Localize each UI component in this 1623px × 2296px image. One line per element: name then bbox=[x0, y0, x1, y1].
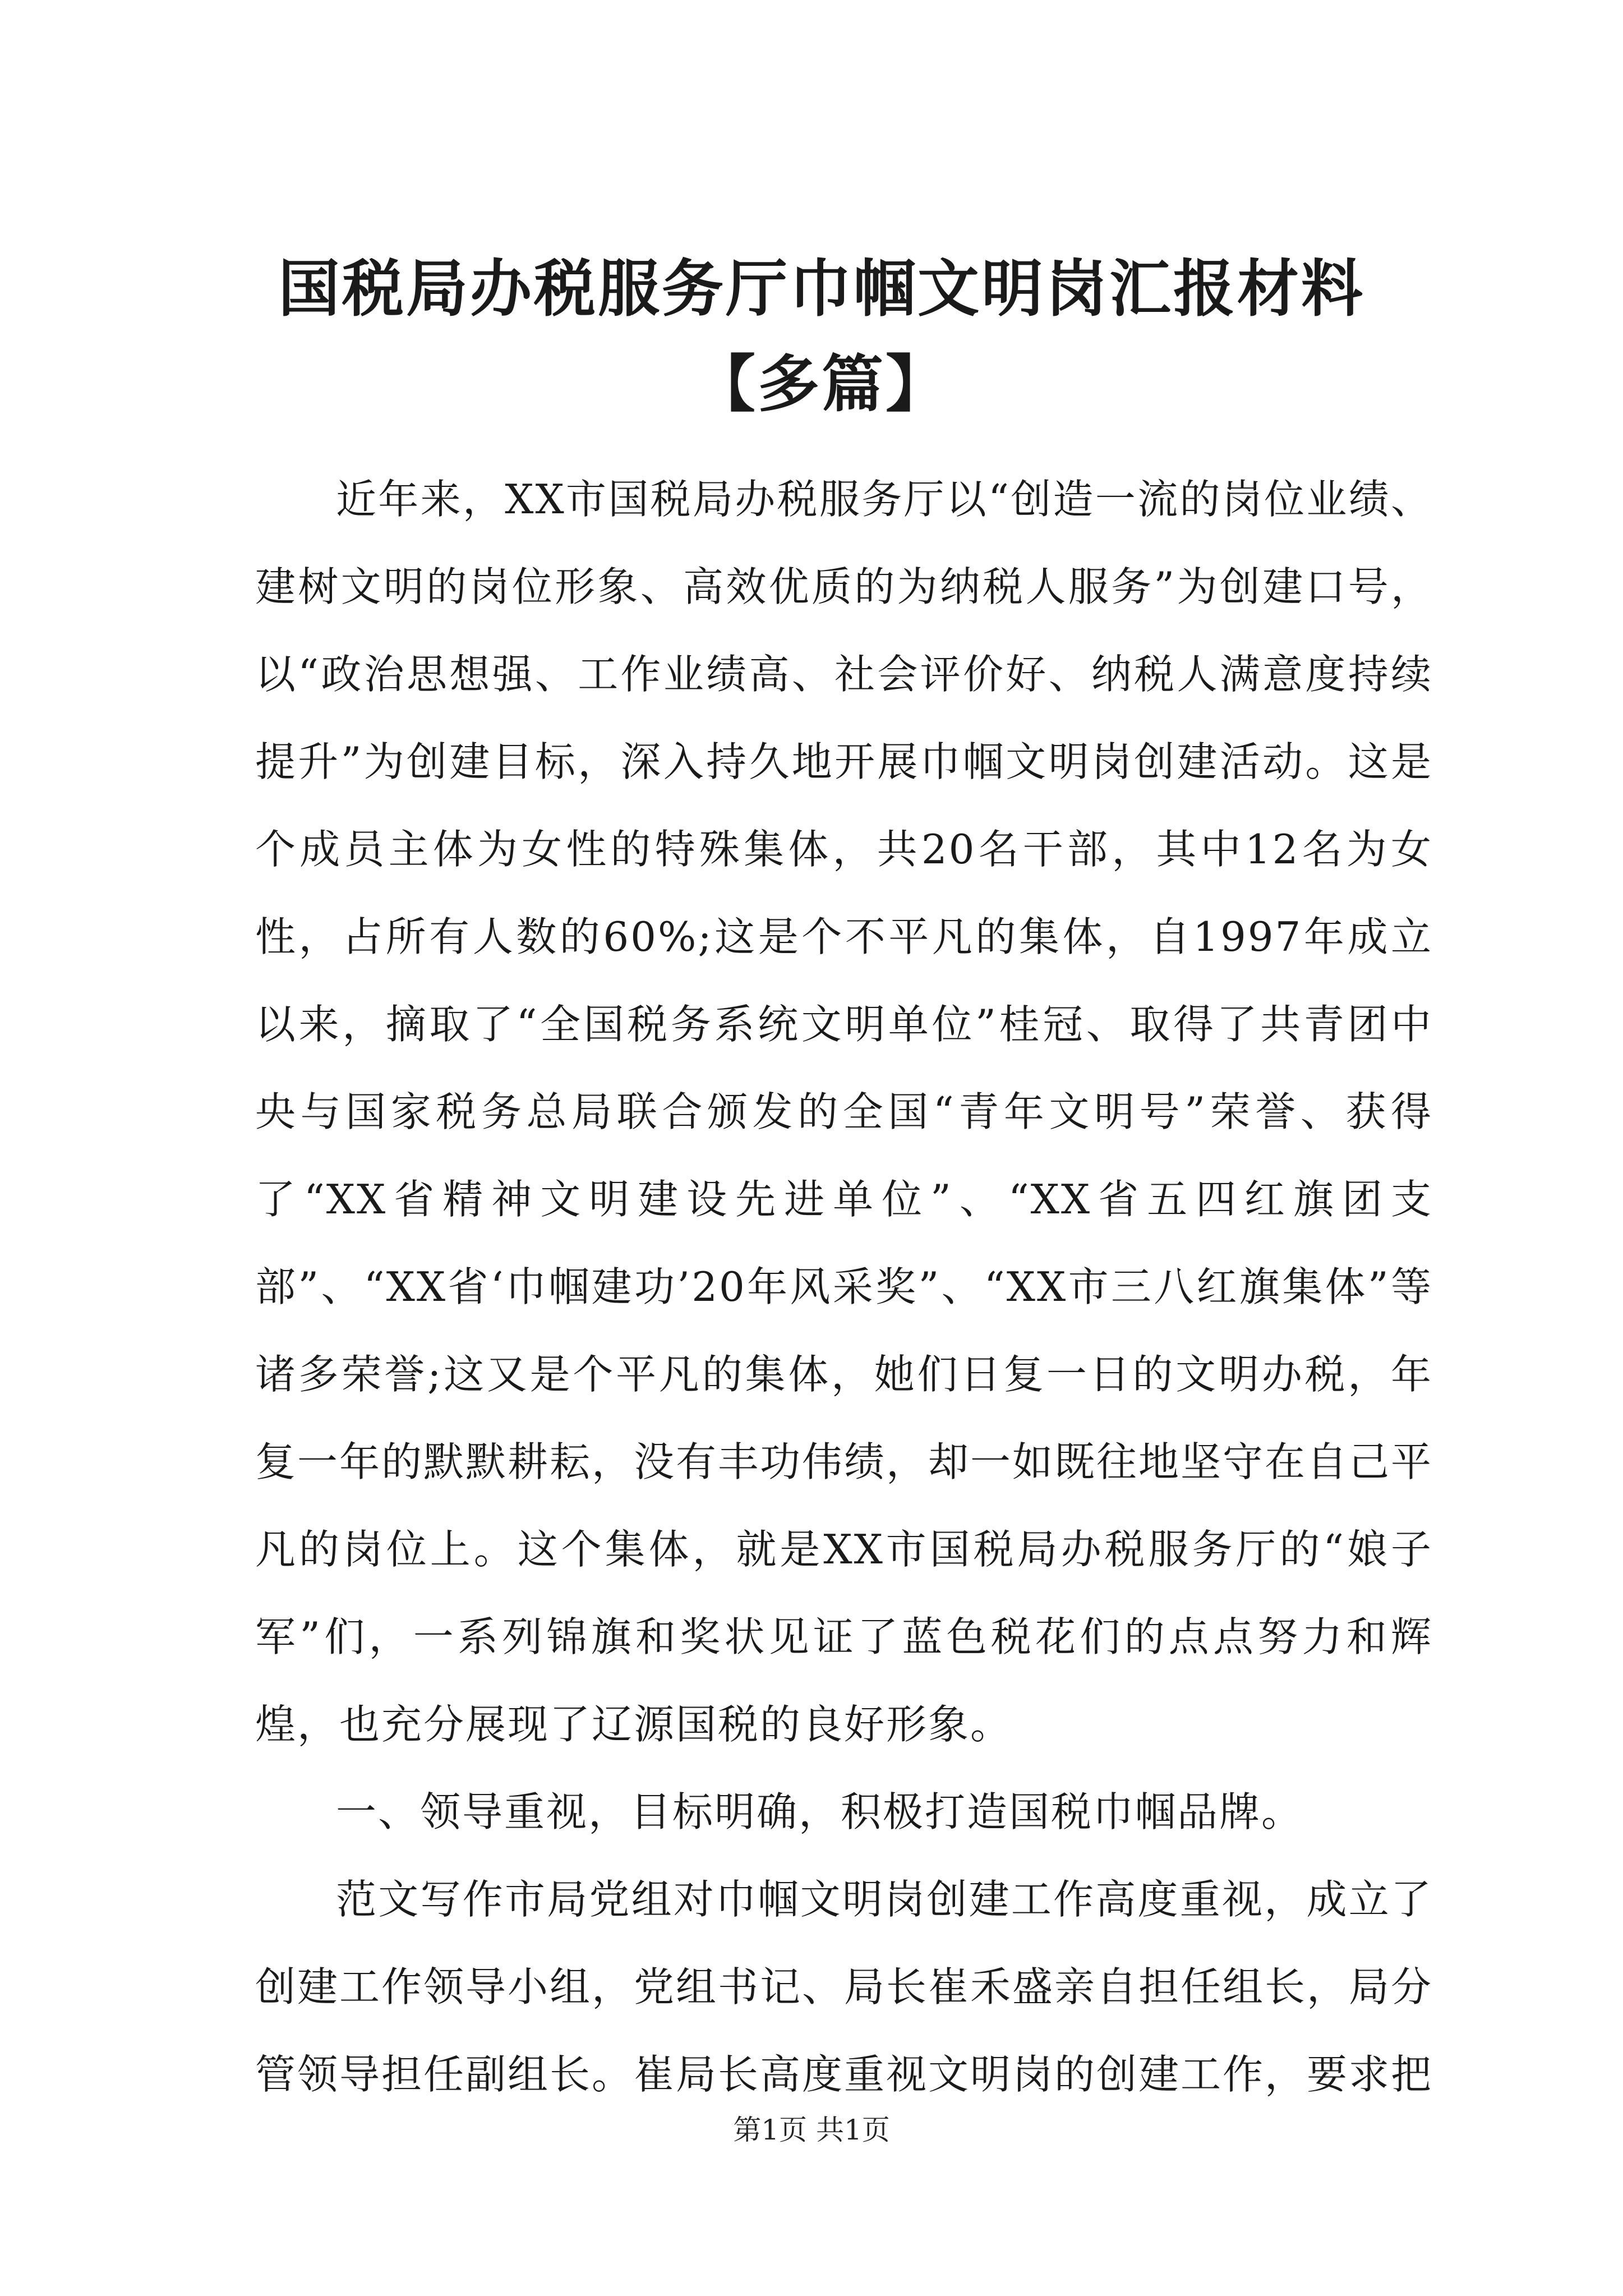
document-title: 国税局办税服务厅巾帼文明岗汇报材料【多篇】 bbox=[278, 252, 1365, 420]
page-footer: 第1页 共1页 bbox=[733, 2114, 890, 2146]
paragraph-section-heading: 一、领导重视，目标明确，积极打造国税巾帼品牌。 bbox=[336, 1788, 1304, 1835]
document-body bbox=[255, 455, 1433, 2118]
paragraph-intro: 近年来，XX市国税局办税服务厅以“创造一流的岗位业绩、建树文明的岗位形象、高效优质的为纳税人服务”为创建口号，以“政治思想强、工作业绩高、社会评价好、纳税人满意度持续提升”为创建目标，深入持久地开展巾帼文明岗创建活动。这是个成员主体为女性的特殊集体，共20名干部，其中12名为女性，占所有人数的60%;这是个不平凡的集体，自1997年成立以来，摘取了“全国税务系统文明单位”桂冠、取得了共青团中央与国家税务总局联合颁发的全国“青年文明号”荣誉、获得了“XX省精神文明建设先进单位”、“XX省五四红旗团支部”、“XX省‘巾帼建功’20年风采奖”、“XX市三八红旗集体”等诸多荣誉;这又是个平凡的集体，她们日复一日的文明办税，年复一年的默默耕耘，没有丰功伟绩，却一如既往地坚守在自己平凡的岗位上。这个集体，就是XX市国税局办税服务厅的“娘子军”们，一系列锦旗和奖状见证了蓝色税花们的点点努力和辉煌，也充分展现了辽源国税的良好形象。 bbox=[255, 476, 1433, 1748]
paragraph-leadership: 范文写作市局党组对巾帼文明岗创建工作高度重视，成立了创建工作领导小组，党组书记、局长崔禾盛亲自担任组长，局分管领导担任副组长。崔局长高度重视文明岗的创建工作，要求把 bbox=[255, 1876, 1433, 2098]
